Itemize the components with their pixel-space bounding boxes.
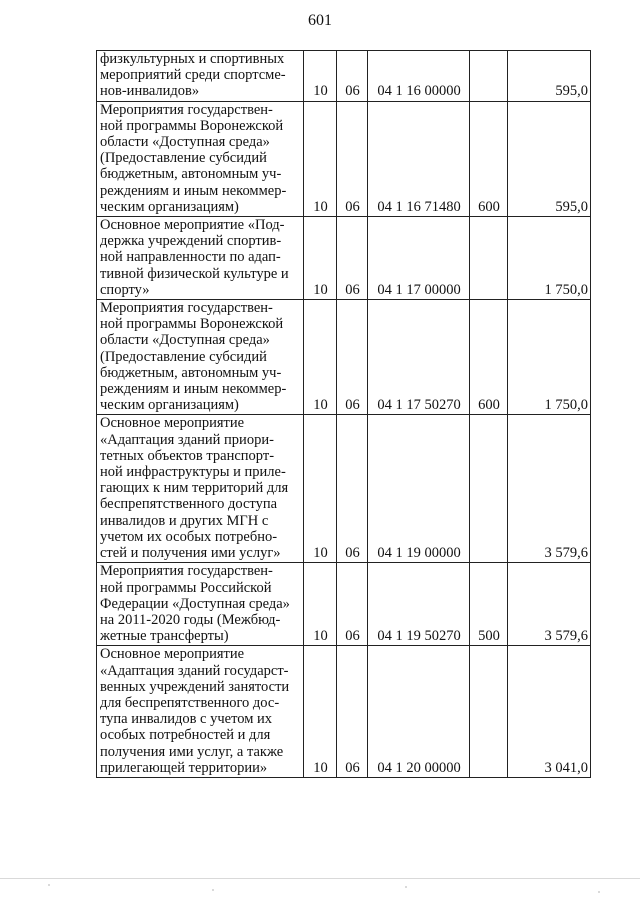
row-subsection-code: 06 [337,300,368,415]
row-subsection-code: 06 [337,217,368,300]
row-name: Основное мероприятие «Адаптация зданий государст- венных учреждений занятости для беспрепятственного дос- тупа инвалидов с учетом их особых потребностей и для получения ими услуг, а также прилегающей территории» [97,646,304,778]
row-section-code: 10 [304,217,337,300]
row-amount: 3 579,6 [508,415,591,563]
scan-speck [405,886,407,888]
row-subsection-code: 06 [337,51,368,102]
row-name: Мероприятия государствен- ной программы Воронежской области «Доступная среда» (Предоставление субсидий бюджетным, автономным уч- реждениям и иным некоммер- ческим организациям) [97,101,304,216]
scan-speck [212,889,214,891]
table-row [97,646,591,778]
row-expense-type: 500 [470,563,508,646]
row-expense-type [470,415,508,563]
row-subsection-code: 06 [337,101,368,216]
row-section-code: 10 [304,415,337,563]
table-row [97,51,591,102]
row-amount: 1 750,0 [508,217,591,300]
row-expense-type: 600 [470,300,508,415]
row-section-code: 10 [304,51,337,102]
row-target-article: 04 1 16 71480 [368,101,470,216]
row-expense-type [470,646,508,778]
row-amount: 3 041,0 [508,646,591,778]
row-target-article: 04 1 16 00000 [368,51,470,102]
scan-edge-line [0,878,640,879]
row-subsection-code: 06 [337,415,368,563]
table-row [97,101,591,216]
row-target-article: 04 1 19 50270 [368,563,470,646]
row-name: Мероприятия государствен- ной программы Воронежской области «Доступная среда» (Предоставление субсидий бюджетным, автономным уч- реждениям и иным некоммер- ческим организациям) [97,300,304,415]
row-amount: 595,0 [508,101,591,216]
row-section-code: 10 [304,300,337,415]
row-expense-type [470,217,508,300]
budget-table [96,50,591,778]
row-section-code: 10 [304,101,337,216]
row-section-code: 10 [304,563,337,646]
row-target-article: 04 1 20 00000 [368,646,470,778]
table-row [97,217,591,300]
table-row [97,415,591,563]
row-target-article: 04 1 19 00000 [368,415,470,563]
row-section-code: 10 [304,646,337,778]
row-subsection-code: 06 [337,646,368,778]
row-target-article: 04 1 17 00000 [368,217,470,300]
row-name: Основное мероприятие «Адаптация зданий приори- тетных объектов транспорт- ной инфраструктуры и приле- гающих к ним территорий для беспрепятственного доступа инвалидов и других МГН с учетом их особых потребно- стей и получения ими услуг» [97,415,304,563]
row-name: Мероприятия государствен- ной программы Российской Федерации «Доступная среда» на 2011-2020 годы (Межбюд- жетные трансферты) [97,563,304,646]
row-name: физкультурных и спортивных мероприятий среди спортсме- нов-инвалидов» [97,51,304,102]
row-name: Основное мероприятие «Под- держка учреждений спортив- ной направленности по адап- тивной физической культуре и спорту» [97,217,304,300]
row-target-article: 04 1 17 50270 [368,300,470,415]
scan-speck [598,891,600,893]
page-number: 601 [308,12,332,29]
row-amount: 1 750,0 [508,300,591,415]
table-row [97,563,591,646]
row-expense-type [470,51,508,102]
row-expense-type: 600 [470,101,508,216]
row-amount: 595,0 [508,51,591,102]
row-subsection-code: 06 [337,563,368,646]
scan-speck [48,884,50,886]
row-amount: 3 579,6 [508,563,591,646]
table-row [97,300,591,415]
